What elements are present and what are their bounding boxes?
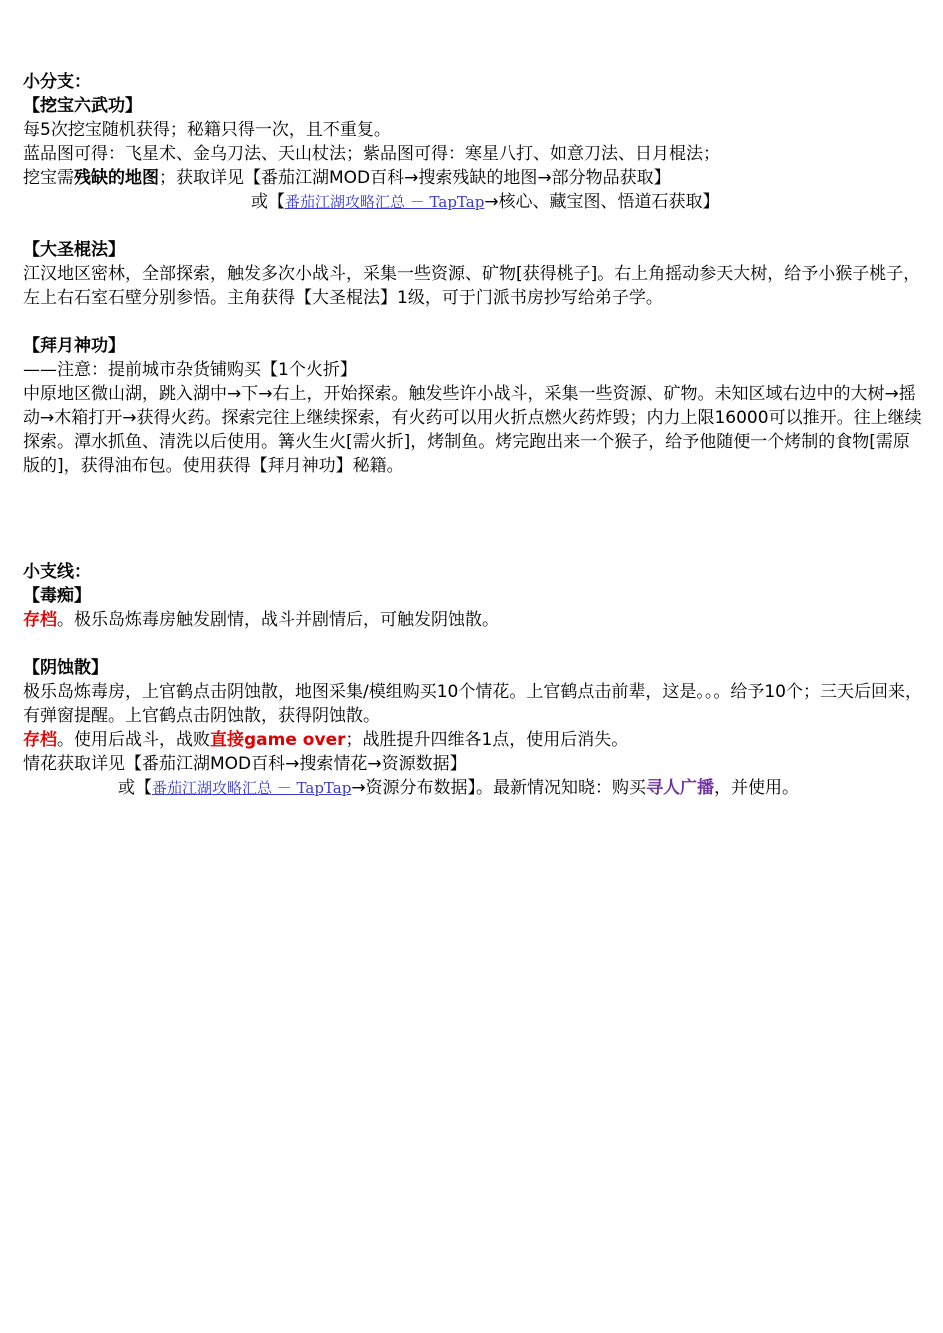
- baiyue-text: 中原地区微山湖，跳入湖中→下→右上，开始探索。触发些许小战斗，采集一些资源、矿物。未知区域右边中的大树→摇动→木箱打开→获得火药。探索完往上继续探索，有火药可以用火折点燃火药炸毁；内力上限16000可以推开。往上继续探索。潭水抓鱼、清洗以后使用。篝火生火[需火折]，烤制鱼。烤完跑出来一个猴子，给予他随便一个烤制的食物[需原版的]，获得油布包。使用获得【拜月神功】秘籍。: [23, 384, 922, 476]
- yinshi-link-mid: →资源分布数据】。最新情况知晓：购买: [351, 778, 647, 798]
- section-heading-sideline: 小支线：: [23, 562, 91, 582]
- yinshi-link-end: ，并使用。: [714, 778, 800, 798]
- treasure-line-4-start: 或【: [251, 192, 285, 212]
- treasure-title: 【挖宝六武功】: [23, 96, 142, 116]
- duchi-title: 【毒痴】: [23, 586, 91, 606]
- treasure-line-3: [23, 166, 923, 190]
- spacer: [23, 214, 923, 238]
- yinshi-qinghua-line: 情花获取详见【番茄江湖MOD百科→搜索情花→资源数据】: [23, 754, 467, 774]
- dasheng-text: 江汉地区密林，全部探索，触发多次小战斗，采集一些资源、矿物[获得桃子]。右上角摇动参天大树，给予小猴子桃子，左上右石室石壁分别参悟。主角获得【大圣棍法】1级，可于门派书房抄写给弟子学。: [23, 264, 921, 308]
- baiyue-title: 【拜月神功】: [23, 336, 125, 356]
- yinshi-save-line: [23, 728, 923, 752]
- document-page: [23, 70, 923, 800]
- treasure-line-4-end: →核心、藏宝图、悟道石获取】: [484, 192, 720, 212]
- duchi-text: [23, 608, 923, 632]
- treasure-line-3-end: ；获取详见【番茄江湖MOD百科→搜索残缺的地图→部分物品获取】: [159, 168, 671, 188]
- treasure-line-2: 蓝品图可得：飞星术、金乌刀法、天山杖法；紫品图可得：寒星八打、如意刀法、日月棍法；: [23, 144, 720, 164]
- game-over-emphasis: 直接game over: [210, 730, 346, 750]
- broken-map-emphasis: 残缺的地图: [74, 168, 159, 188]
- spacer: [23, 536, 923, 560]
- treasure-line-4: [23, 190, 923, 214]
- dasheng-title: 【大圣棍法】: [23, 240, 125, 260]
- save-emphasis: 存档: [23, 730, 57, 750]
- taptap-guide-link[interactable]: 番茄江湖攻略汇总 － TapTap: [152, 779, 352, 797]
- spacer: [23, 632, 923, 656]
- duchi-body: 。极乐岛炼毒房触发剧情，战斗并剧情后，可触发阴蚀散。: [57, 610, 499, 630]
- yinshi-save-end: ；战胜提升四维各1点，使用后消失。: [345, 730, 629, 750]
- yinshi-save-start: 。使用后战斗，战败: [57, 730, 210, 750]
- spacer: [23, 310, 923, 334]
- taptap-guide-link[interactable]: 番茄江湖攻略汇总 － TapTap: [285, 193, 485, 211]
- yinshi-link-start: 或【: [118, 778, 152, 798]
- yinshi-link-line: [23, 776, 923, 800]
- save-emphasis: 存档: [23, 610, 57, 630]
- spacer: [23, 478, 923, 536]
- baiyue-note: ——注意：提前城市杂货铺购买【1个火折】: [23, 360, 357, 380]
- treasure-line-1: 每5次挖宝随机获得；秘籍只得一次，且不重复。: [23, 120, 391, 140]
- treasure-line-3-start: 挖宝需: [23, 168, 74, 188]
- broadcast-emphasis: 寻人广播: [646, 778, 715, 798]
- section-heading-branch: 小分支：: [23, 72, 91, 92]
- yinshi-title: 【阴蚀散】: [23, 658, 108, 678]
- yinshi-text: 极乐岛炼毒房，上官鹤点击阴蚀散，地图采集/模组购买10个情花。上官鹤点击前辈，这是。。。给予10个；三天后回来，有弹窗提醒。上官鹤点击阴蚀散，获得阴蚀散。: [23, 682, 922, 726]
